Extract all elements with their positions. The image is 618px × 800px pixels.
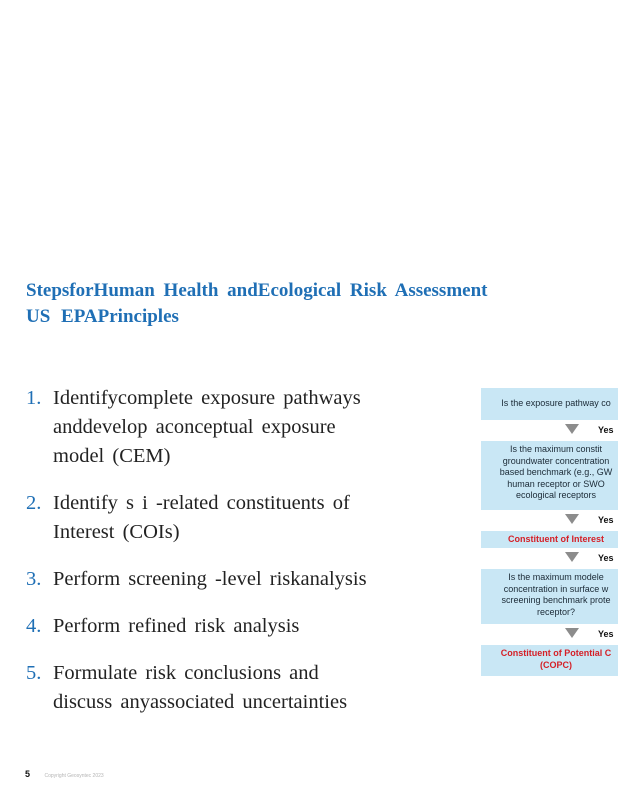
flow-box-text: human receptor or SWO bbox=[507, 478, 605, 489]
step-number: 1. bbox=[26, 387, 42, 409]
step-number: 4. bbox=[26, 615, 42, 637]
yes-label: Yes bbox=[598, 553, 614, 563]
flow-box-exposure-pathway bbox=[481, 388, 618, 420]
step-item-2 bbox=[26, 489, 446, 547]
step-text-line: Perform refined risk analysis bbox=[53, 615, 300, 637]
flow-box-text: concentration in surface w bbox=[503, 583, 609, 594]
step-text-line: Interest (COIs) bbox=[53, 521, 180, 543]
step-item-4 bbox=[26, 612, 446, 641]
title-line-2: US EPAPrinciples bbox=[26, 306, 179, 327]
step-item-5 bbox=[26, 659, 446, 717]
flow-box-text: Is the maximum modele bbox=[508, 572, 604, 582]
screening-flowchart bbox=[481, 388, 618, 676]
step-text-line: anddevelop aconceptual exposure bbox=[53, 416, 336, 438]
step-number: 2. bbox=[26, 492, 42, 514]
step-text-line: discuss anyassociated uncertainties bbox=[53, 691, 348, 713]
flow-box-text: ecological receptors bbox=[515, 490, 597, 500]
steps-list bbox=[26, 384, 446, 735]
flow-box-max-groundwater bbox=[481, 441, 618, 510]
flow-box-text: Constituent of Potential C bbox=[500, 648, 612, 658]
flow-connector bbox=[481, 548, 618, 569]
page-number: 5 bbox=[25, 769, 31, 779]
step-text-line: Perform screening -level riskanalysis bbox=[53, 568, 367, 590]
step-item-3 bbox=[26, 565, 446, 594]
down-arrow-icon bbox=[565, 552, 579, 562]
flow-box-coi bbox=[481, 531, 618, 548]
flow-box-text: receptor? bbox=[536, 606, 576, 617]
down-arrow-icon bbox=[565, 514, 579, 524]
yes-label: Yes bbox=[598, 425, 614, 435]
slide-footer bbox=[25, 764, 104, 782]
flow-connector bbox=[481, 624, 618, 645]
flow-box-text: Is the exposure pathway co bbox=[501, 398, 611, 408]
step-text-line: model (CEM) bbox=[53, 445, 171, 467]
step-text-line: Formulate risk conclusions and bbox=[53, 662, 319, 684]
down-arrow-icon bbox=[565, 628, 579, 638]
flow-box-text: Constituent of Interest bbox=[508, 534, 604, 544]
flow-box-text: groundwater concentration bbox=[502, 455, 610, 466]
flow-box-copc bbox=[481, 645, 618, 676]
flow-box-text: (COPC) bbox=[540, 659, 572, 670]
yes-label: Yes bbox=[598, 515, 614, 525]
flow-box-text: based benchmark (e.g., GW bbox=[499, 467, 613, 477]
slide-title bbox=[26, 278, 618, 330]
flow-connector bbox=[481, 510, 618, 531]
flow-box-text: screening benchmark prote bbox=[501, 595, 611, 605]
flow-box-text: Is the maximum constit bbox=[509, 444, 603, 454]
flow-box-max-modeled bbox=[481, 569, 618, 624]
title-line-1: StepsforHuman Health andEcological Risk Assessment bbox=[26, 280, 488, 301]
copyright-text: Copyright Geosyntec 2023 bbox=[44, 773, 104, 779]
yes-label: Yes bbox=[598, 629, 614, 639]
step-number: 3. bbox=[26, 568, 42, 590]
step-text-line: Identifycomplete exposure pathways bbox=[53, 387, 361, 409]
step-item-1 bbox=[26, 384, 446, 471]
step-number: 5. bbox=[26, 662, 42, 684]
flow-connector bbox=[481, 420, 618, 441]
step-text-line: Identify s i -related constituents of bbox=[53, 492, 350, 514]
down-arrow-icon bbox=[565, 424, 579, 434]
